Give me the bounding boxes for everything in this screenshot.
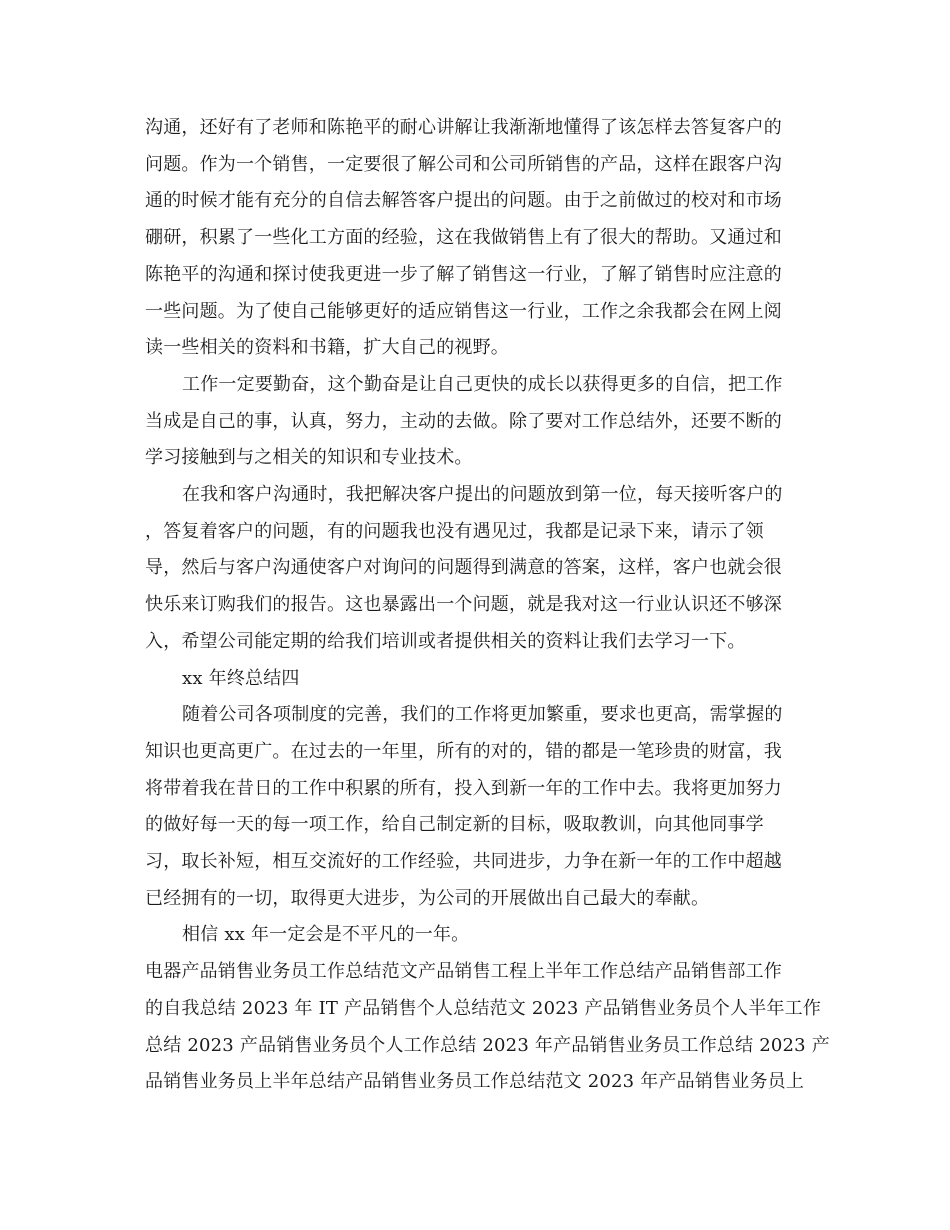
text-line: 习，取长补短，相互交流好的工作经验，共同进步，力争在新一年的工作中超越 (145, 851, 782, 873)
paragraph-5: 相信 xx 年一定会是不平凡的一年。 (182, 924, 470, 946)
text-line: 学习接触到与之相关的知识和专业技术。 (145, 447, 473, 469)
text-line: ，答复着客户的问题，有的问题我也没有遇见过，我都是记录下来，请示了领 (145, 520, 764, 542)
text-line: 在我和客户沟通时，我把解决客户提出的问题放到第一位，每天接听客户的 (182, 484, 783, 506)
text-line: 导，然后与客户沟通使客户对询问的问题得到满意的答案，这样，客户也就会很 (145, 557, 782, 579)
related-articles (145, 954, 830, 1101)
text-line: 一些问题。为了使自己能够更好的适应销售这一行业，工作之余我都会在网上阅 (145, 300, 782, 322)
text-line: 的做好每一天的每一项工作，给自己制定新的目标，吸取教训，向其他同事学 (145, 814, 764, 836)
text-line: 沟通，还好有了老师和陈艳平的耐心讲解让我渐渐地懂得了该怎样去答复客户的 (145, 117, 782, 138)
text-line: 已经拥有的一切，取得更大进步，为公司的开展做出自己最大的奉献。 (145, 887, 710, 909)
text-line: 陈艳平的沟通和探讨使我更进一步了解了销售这一行业，了解了销售时应注意的 (145, 263, 782, 285)
paragraph-1 (145, 110, 810, 367)
text-line: 随着公司各项制度的完善，我们的工作将更加繁重，要求也更高，需掌握的 (182, 704, 783, 726)
section-heading: xx 年终总结四 (182, 667, 300, 689)
related-line: 总结 2023 产品销售业务员个人工作总结 2023 年产品销售业务员工作总结 2023 产 (145, 1034, 830, 1056)
text-line: 快乐来订购我们的报告。这也暴露出一个问题，就是我对这一行业认识还不够深 (145, 594, 782, 616)
related-line: 品销售业务员上半年总结产品销售业务员工作总结范文 2023 年产品销售业务员上 (145, 1071, 805, 1093)
text-line: 读一些相关的资料和书籍，扩大自己的视野。 (145, 337, 509, 359)
text-line: 工作一定要勤奋，这个勤奋是让自己更快的成长以获得更多的自信，把工作 (182, 373, 783, 395)
text-line: 知识也更高更广。在过去的一年里，所有的对的，错的都是一笔珍贵的财富，我 (145, 740, 782, 762)
related-line: 电器产品销售业务员工作总结范文产品销售工程上半年工作总结产品销售部工作 (145, 961, 782, 983)
text-line: 通的时候才能有充分的自信去解答客户提出的问题。由于之前做过的校对和市场 (145, 190, 782, 212)
text-line: 当成是自己的事，认真，努力，主动的去做。除了要对工作总结外，还要不断的 (145, 410, 782, 432)
text-line: 将带着我在昔日的工作中积累的所有，投入到新一年的工作中去。我将更加努力 (145, 777, 782, 799)
paragraph-4 (145, 697, 810, 917)
text-line: 入，希望公司能定期的给我们培训或者提供相关的资料让我们去学习一下。 (145, 630, 746, 652)
paragraph-2 (145, 367, 810, 477)
text-line: 硼研，积累了一些化工方面的经验，这在我做销售上有了很大的帮助。又通过和 (145, 227, 782, 249)
paragraph-3 (145, 477, 810, 661)
text-line: 问题。作为一个销售，一定要很了解公司和公司所销售的产品，这样在跟客户沟 (145, 153, 782, 175)
document-body (145, 110, 830, 1101)
related-line: 的自我总结 2023 年 IT 产品销售个人总结范文 2023 产品销售业务员个人半年工作 (145, 997, 822, 1019)
